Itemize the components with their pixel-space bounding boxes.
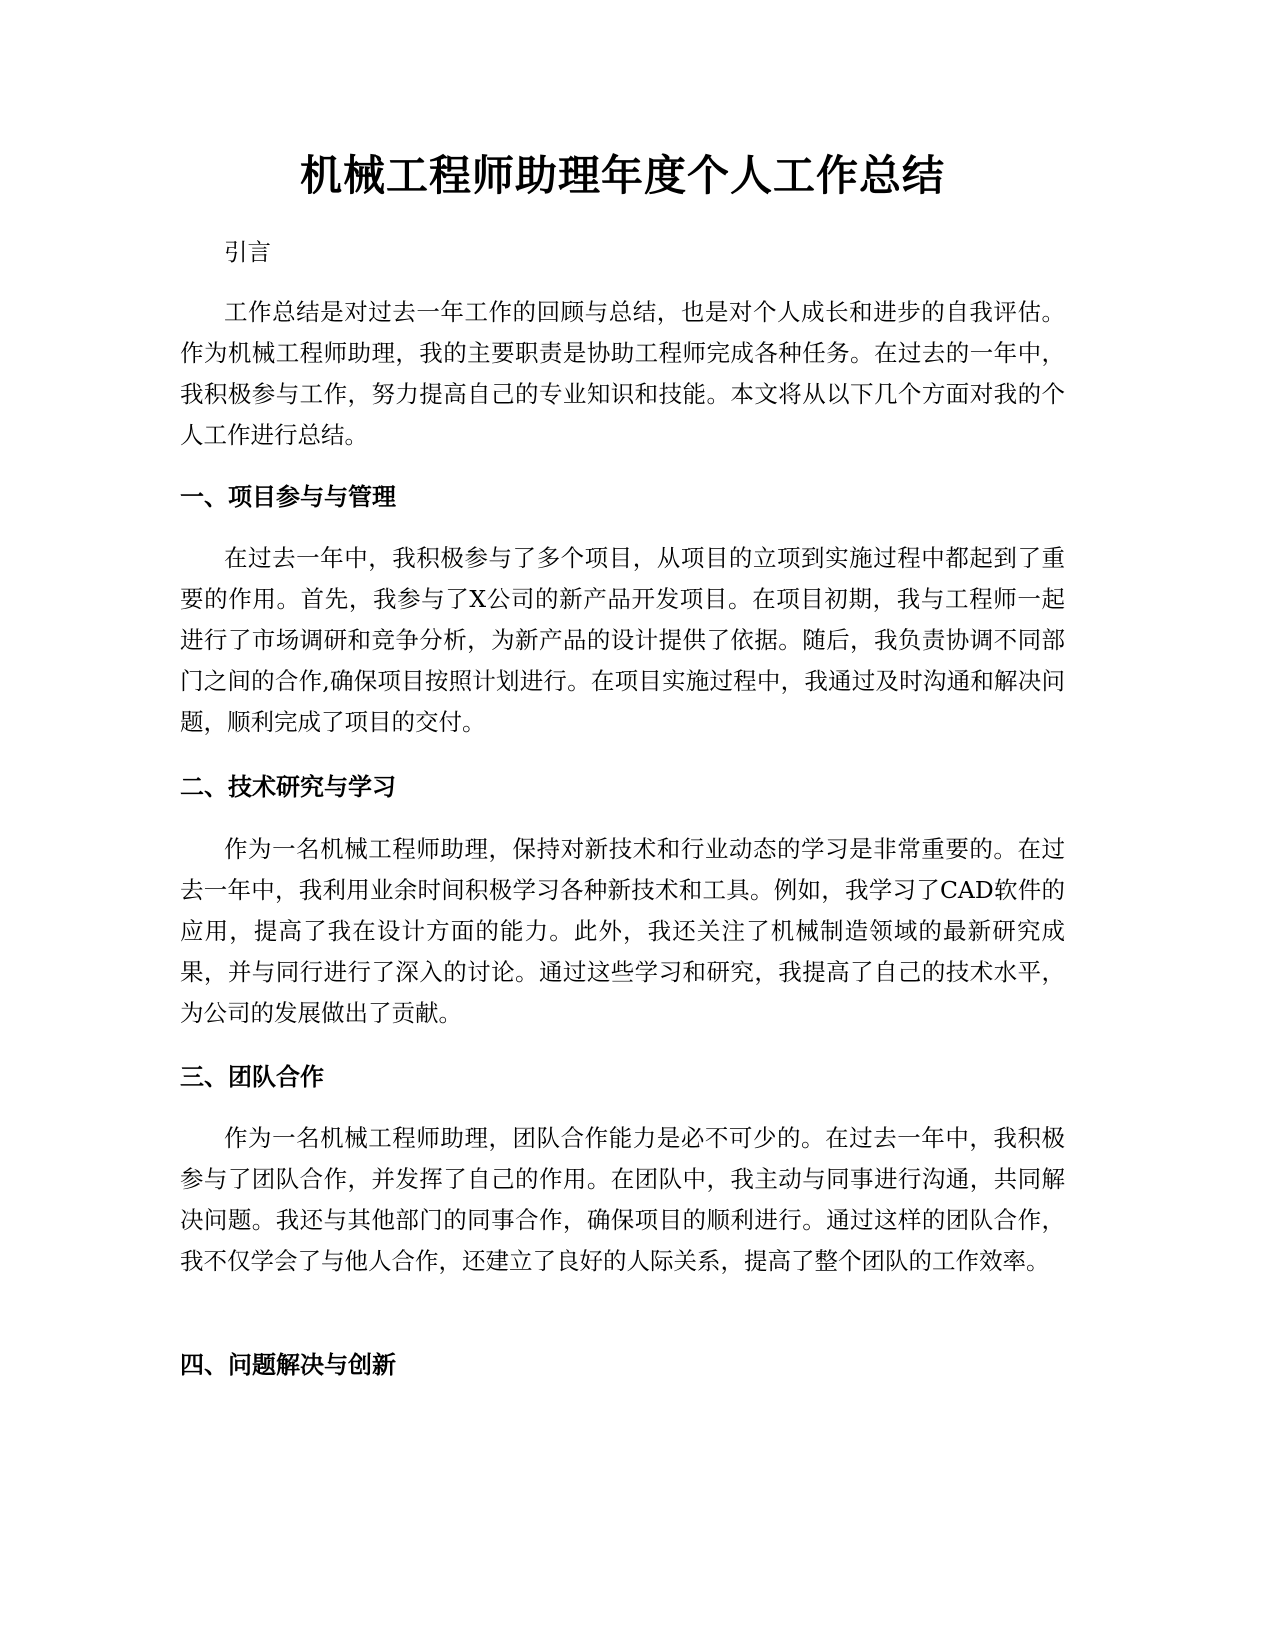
section-paragraph-project: 在过去一年中，我积极参与了多个项目，从项目的立项到实施过程中都起到了重要的作用。首先，我参与了X公司的新产品开发项目。在项目初期，我与工程师一起进行了市场调研和竞争分析，为新产品的设计提供了依据。随后，我负责协调不同部门之间的合作,确保项目按照计划进行。在项目实施过程中，我通过及时沟通和解决问题，顺利完成了项目的交付。	[180, 544, 1065, 736]
section-paragraph-team: 作为一名机械工程师助理，团队合作能力是必不可少的。在过去一年中，我积极参与了团队合作，并发挥了自己的作用。在团队中，我主动与同事进行沟通，共同解决问题。我还与其他部门的同事合作，确保项目的顺利进行。通过这样的团队合作，我不仅学会了与他人合作，还建立了良好的人际关系，提高了整个团队的工作效率。	[180, 1124, 1065, 1275]
section-heading-project: 一、项目参与与管理	[180, 483, 396, 511]
section-paragraph-tech: 作为一名机械工程师助理，保持对新技术和行业动态的学习是非常重要的。在过去一年中，我利用业余时间积极学习各种新技术和工具。例如，我学习了CAD软件的应用，提高了我在设计方面的能力。此外，我还关注了机械制造领域的最新研究成果，并与同行进行了深入的讨论。通过这些学习和研究，我提高了自己的技术水平，为公司的发展做出了贡献。	[180, 835, 1065, 1027]
section-heading-team: 三、团队合作	[180, 1063, 324, 1091]
section-heading-problem: 四、问题解决与创新	[180, 1351, 396, 1379]
section-heading-tech: 二、技术研究与学习	[180, 773, 396, 801]
intro-paragraph: 工作总结是对过去一年工作的回顾与总结，也是对个人成长和进步的自我评估。作为机械工程师助理，我的主要职责是协助工程师完成各种任务。在过去的一年中，我积极参与工作，努力提高自己的专业知识和技能。本文将从以下几个方面对我的个人工作进行总结。	[180, 298, 1065, 449]
intro-label: 引言	[224, 238, 271, 266]
document-title: 机械工程师助理年度个人工作总结	[299, 151, 945, 200]
